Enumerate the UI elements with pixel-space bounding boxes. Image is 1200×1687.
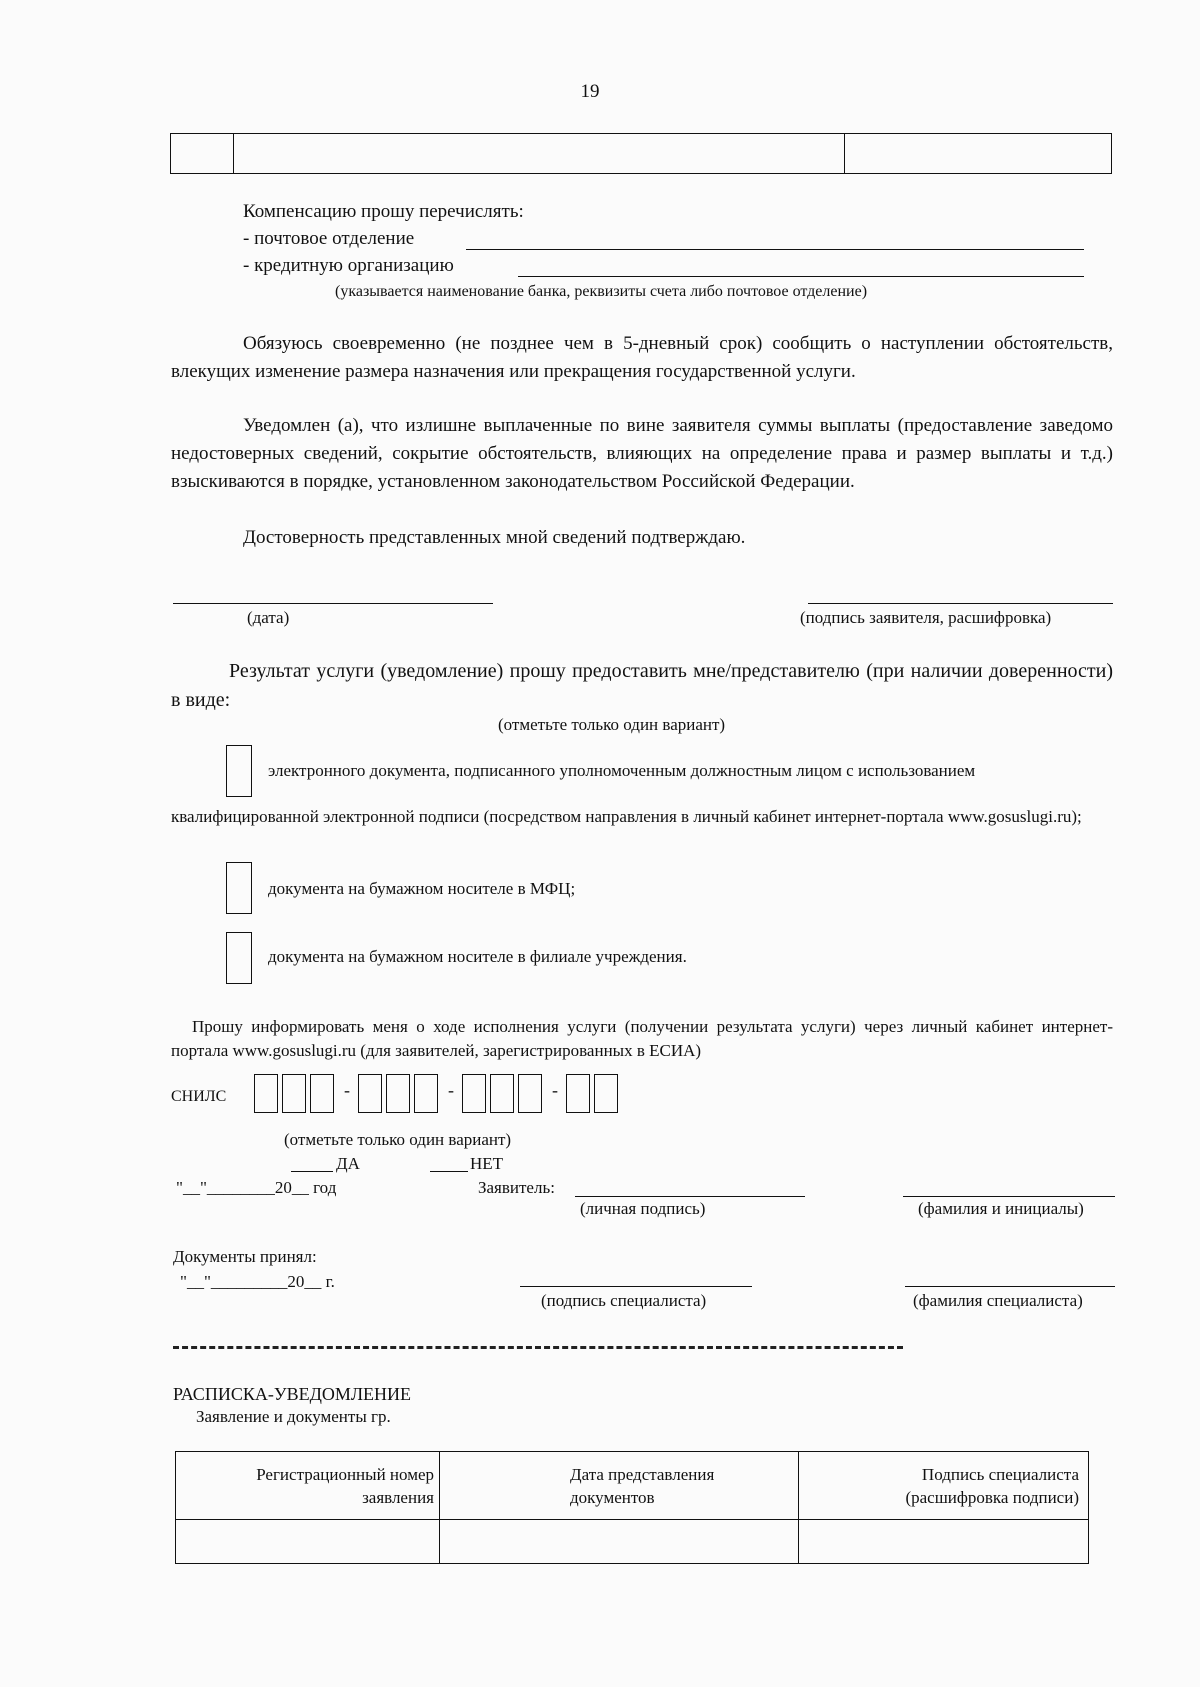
option-branch-checkbox[interactable] xyxy=(226,932,252,984)
yes-option: ДА xyxy=(336,1154,360,1173)
snils-digit[interactable] xyxy=(386,1074,410,1113)
applicant-label: Заявитель: xyxy=(478,1178,555,1197)
receipt-cell[interactable] xyxy=(799,1520,1089,1564)
receipt-header-reg: Регистрационный номер заявления xyxy=(256,1464,434,1507)
date-line[interactable] xyxy=(173,603,493,604)
snils-digit[interactable] xyxy=(462,1074,486,1113)
snils-separator: - xyxy=(344,1080,350,1100)
bank-hint: (указывается наименование банка, реквизиты счета либо почтовое отделение) xyxy=(335,283,868,300)
receipt-table xyxy=(175,1451,1089,1564)
compensation-heading: Компенсацию прошу перечислять: xyxy=(243,201,524,222)
credit-org-label: - кредитную организацию xyxy=(243,255,454,276)
snils-digit[interactable] xyxy=(254,1074,278,1113)
credit-org-field[interactable] xyxy=(518,276,1084,277)
specialist-signature-field[interactable] xyxy=(520,1286,752,1287)
overpayment-paragraph: Уведомлен (а), что излишне выплаченные по вине заявителя суммы выплаты (предоставление заведомо недостоверных сведений, сокрытие обстоятельств, влияющих на определение права и размер выплаты и т.д.) взыскиваются в порядке, установленном законодательством Российской Федерации. xyxy=(171,415,1113,492)
snils-digit[interactable] xyxy=(566,1074,590,1113)
receipt-header-cell xyxy=(440,1452,799,1520)
receipt-header-cell xyxy=(176,1452,440,1520)
obligation-paragraph: Обязуюсь своевременно (не позднее чем в 5-дневный срок) сообщить о наступлении обстоятельств, влекущих изменение размера назначения или прекращения государственной услуги. xyxy=(171,333,1113,382)
accepted-label: Документы принял: xyxy=(173,1247,317,1266)
snils-digit[interactable] xyxy=(594,1074,618,1113)
no-option: НЕТ xyxy=(470,1154,504,1173)
option-electronic-continuation: квалифицированной электронной подписи (посредством направления в личный кабинет интернет-портала www.gosuslugi.ru); xyxy=(171,807,1082,826)
receipt-header-sign: Подпись специалиста (расшифровка подписи) xyxy=(905,1464,1079,1507)
receipt-title: РАСПИСКА-УВЕДОМЛЕНИЕ xyxy=(173,1384,412,1404)
specialist-name-caption: (фамилия специалиста) xyxy=(913,1291,1083,1310)
receipt-header-cell xyxy=(799,1452,1089,1520)
result-hint: (отметьте только один вариант) xyxy=(498,715,726,734)
applicant-sign-caption: (личная подпись) xyxy=(580,1199,706,1218)
specialist-sign-caption: (подпись специалиста) xyxy=(541,1291,707,1310)
snils-label: СНИЛС xyxy=(171,1088,227,1105)
receipt-subtitle: Заявление и документы гр. xyxy=(196,1407,391,1426)
receipt-header-date: Дата представления документов xyxy=(570,1464,715,1507)
date-caption: (дата) xyxy=(247,608,290,627)
yes-mark-line[interactable] xyxy=(291,1171,333,1172)
snils-field[interactable] xyxy=(254,1074,622,1113)
option-mfc-label: документа на бумажном носителе в МФЦ; xyxy=(268,879,576,898)
snils-digit[interactable] xyxy=(414,1074,438,1113)
top-table-cell[interactable] xyxy=(171,134,234,174)
receipt-cell[interactable] xyxy=(440,1520,799,1564)
applicant-signature-line[interactable] xyxy=(808,603,1113,604)
option-mfc-checkbox[interactable] xyxy=(226,862,252,914)
snils-digit[interactable] xyxy=(282,1074,306,1113)
page-number: 19 xyxy=(580,81,600,102)
snils-separator: - xyxy=(552,1080,558,1100)
snils-separator: - xyxy=(448,1080,454,1100)
applicant-date[interactable]: "__"________20__ год xyxy=(176,1178,337,1197)
snils-digit[interactable] xyxy=(518,1074,542,1113)
inform-hint: (отметьте только один вариант) xyxy=(284,1130,512,1149)
option-electronic-label: электронного документа, подписанного уполномоченным должностным лицом с использованием xyxy=(268,761,976,780)
receipt-cell[interactable] xyxy=(176,1520,440,1564)
snils-digit[interactable] xyxy=(310,1074,334,1113)
snils-digit[interactable] xyxy=(490,1074,514,1113)
confirmation-text: Достоверность представленных мной сведений подтверждаю. xyxy=(243,527,746,548)
inform-text: Прошу информировать меня о ходе исполнения услуги (получении результата услуги) через личный кабинет интернет-портала www.gosuslugi.ru (для заявителей, зарегистрированных в ЕСИА) xyxy=(171,1017,1113,1060)
post-office-field[interactable] xyxy=(466,249,1084,250)
cut-line xyxy=(173,1346,903,1349)
accepted-date[interactable]: "__"_________20__ г. xyxy=(180,1272,335,1291)
no-mark-line[interactable] xyxy=(430,1171,468,1172)
option-electronic-checkbox[interactable] xyxy=(226,745,252,797)
top-table xyxy=(170,133,1112,174)
applicant-name-caption: (фамилия и инициалы) xyxy=(918,1199,1084,1218)
specialist-name-field[interactable] xyxy=(905,1286,1115,1287)
snils-digit[interactable] xyxy=(358,1074,382,1113)
result-intro: Результат услуги (уведомление) прошу предоставить мне/представителю (при наличии доверенности) в виде: xyxy=(171,660,1113,711)
applicant-signature-caption: (подпись заявителя, расшифровка) xyxy=(800,608,1052,627)
top-table-cell[interactable] xyxy=(845,134,1112,174)
post-office-label: - почтовое отделение xyxy=(243,228,415,249)
top-table-cell[interactable] xyxy=(234,134,845,174)
option-branch-label: документа на бумажном носителе в филиале учреждения. xyxy=(268,947,687,966)
